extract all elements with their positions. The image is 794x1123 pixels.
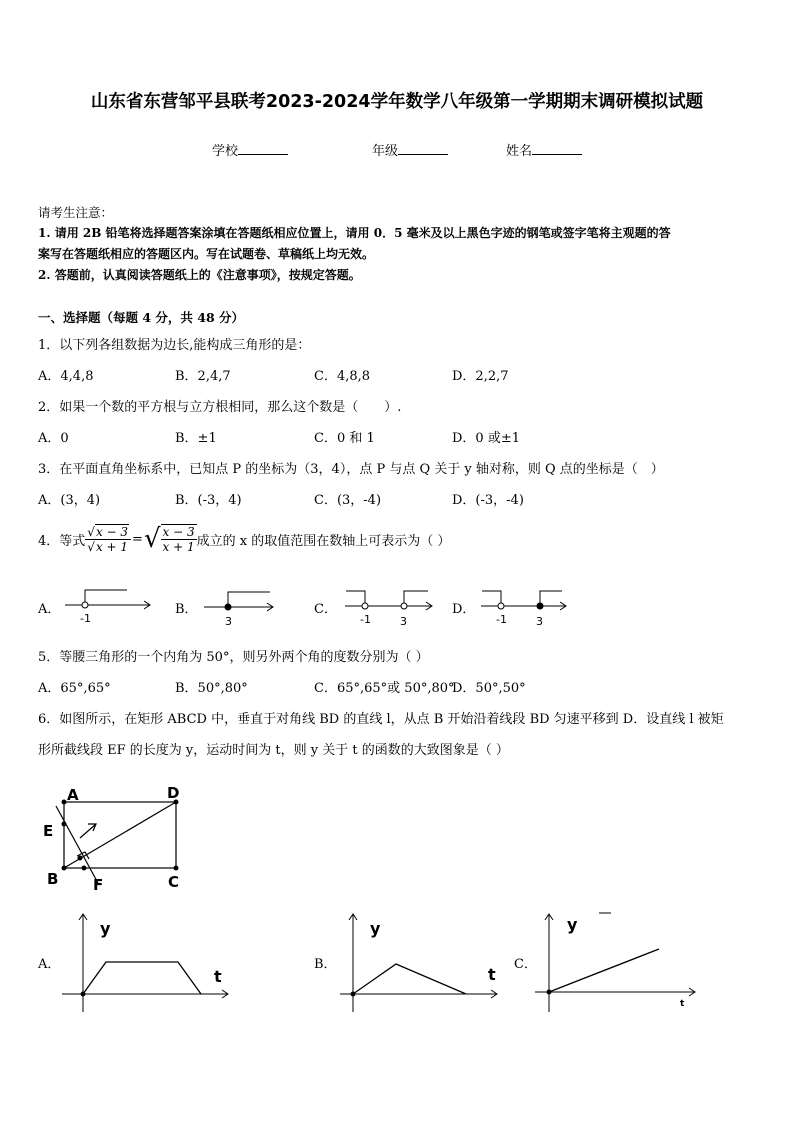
name-field xyxy=(506,140,582,159)
q4-b-label-3: 3 xyxy=(225,615,232,628)
grade-label: 年级 xyxy=(372,144,399,159)
notice-heading: 请考生注意： xyxy=(38,205,114,220)
q4-fraction-right xyxy=(161,524,197,554)
q6-rectangle-figure xyxy=(30,780,210,895)
q6-graphs xyxy=(0,900,794,1020)
q4-numline-b xyxy=(204,592,273,611)
q2-option-d[interactable]: D．0 或±1 xyxy=(452,431,520,446)
grade-blank[interactable] xyxy=(398,141,448,155)
notice-item1-line2: 案写在答题纸相应的答题区内。写在试题卷、草稿纸上均无效。 xyxy=(38,247,375,261)
q4-equals: = xyxy=(132,531,143,547)
q2-option-c[interactable]: C．0 和 1 xyxy=(314,431,375,446)
q4-option-c[interactable]: C． xyxy=(314,602,337,617)
q4-num-left: x − 3 xyxy=(95,524,129,539)
q3-option-c[interactable]: C．(3，-4) xyxy=(314,493,382,508)
label-d: D xyxy=(167,784,180,802)
line-l xyxy=(56,806,98,883)
q4-num-right: x − 3 xyxy=(162,525,195,539)
graph-c xyxy=(535,913,695,1012)
graph-b xyxy=(340,914,497,1012)
q6-stem-line1: 6．如图所示，在矩形 ABCD 中，垂直于对角线 BD 的直线 l，从点 B 开始沿着线段 BD 匀速平移到 D．设直线 l 被矩 xyxy=(38,712,724,727)
q4-numline-c xyxy=(345,591,432,610)
name-label: 姓名 xyxy=(506,144,533,159)
q4-d-label-3: 3 xyxy=(536,615,543,628)
q6-option-c[interactable]: C． xyxy=(514,957,537,972)
graph-a-y-label: y xyxy=(100,919,111,938)
q4-number-lines xyxy=(0,580,794,630)
q6-option-a[interactable]: A． xyxy=(38,957,61,972)
q4-suffix: 成立的 x 的取值范围在数轴上可表示为（ ） xyxy=(196,533,451,549)
q3-stem: 3．在平面直角坐标系中，已知点 P 的坐标为（3，4），点 P 与点 Q 关于 y 轴对称，则 Q 点的坐标是（ ） xyxy=(38,462,664,477)
name-blank[interactable] xyxy=(532,141,582,155)
graph-a xyxy=(62,914,228,1012)
q4-option-d[interactable]: D． xyxy=(452,602,476,617)
q3-option-b[interactable]: B．(-3，4) xyxy=(175,493,242,508)
q5-stem: 5．等腰三角形的一个内角为 50°，则另外两个角的度数分别为（ ） xyxy=(38,650,429,665)
q4-den-right: x + 1 xyxy=(162,540,195,554)
label-e: E xyxy=(43,822,54,840)
q1-option-d[interactable]: D．2,2,7 xyxy=(452,369,509,384)
q5-option-c[interactable]: C．65°,65°或 50°,80° xyxy=(314,681,455,696)
q4-c-label-minus1: -1 xyxy=(360,613,371,626)
q1-stem: 1．以下列各组数据为边长,能构成三角形的是： xyxy=(38,338,311,353)
label-b: B xyxy=(47,870,59,888)
q4-option-b[interactable]: B． xyxy=(175,602,198,617)
graph-b-y-label: y xyxy=(370,919,381,938)
q2-option-a[interactable]: A．0 xyxy=(38,431,69,446)
q4-a-label-minus1: -1 xyxy=(80,612,91,625)
q4-fraction-left: $\frac{√x - 3}{√x + 1}$ xyxy=(85,525,131,554)
school-field xyxy=(212,140,288,159)
q6-option-b[interactable]: B． xyxy=(314,957,337,972)
notice-item2: 2. 答题前，认真阅读答题纸上的《注意事项》，按规定答题。 xyxy=(38,268,361,282)
q2-option-b[interactable]: B．±1 xyxy=(175,431,217,446)
graph-b-t-label: t xyxy=(488,965,496,984)
q4-numline-d xyxy=(481,591,566,610)
q4-option-a[interactable]: A． xyxy=(38,602,61,617)
q3-option-a[interactable]: A．(3，4) xyxy=(38,493,101,508)
q4-den-left: x + 1 xyxy=(95,539,129,554)
q1-option-b[interactable]: B．2,4,7 xyxy=(175,369,231,384)
q6-stem-line2: 形所截线段 EF 的长度为 y，运动时间为 t，则 y 关于 t 的函数的大致图象是（ ） xyxy=(38,743,509,758)
q4-stem xyxy=(38,524,450,554)
grade-field xyxy=(372,140,448,159)
section-heading: 一、选择题（每题 4 分，共 48 分） xyxy=(38,310,245,325)
graph-c-y-label: y xyxy=(567,915,578,934)
label-f: F xyxy=(93,876,104,894)
school-blank[interactable] xyxy=(238,141,288,155)
q1-option-c[interactable]: C．4,8,8 xyxy=(314,369,371,384)
label-a: A xyxy=(67,786,79,804)
q2-stem: 2．如果一个数的平方根与立方根相同，那么这个数是（ ）. xyxy=(38,400,402,415)
q1-option-a[interactable]: A．4,4,8 xyxy=(38,369,94,384)
school-label: 学校 xyxy=(212,144,239,159)
q5-option-b[interactable]: B．50°,80° xyxy=(175,681,248,696)
notice-item1-line1: 1. 请用 2B 铅笔将选择题答案涂填在答题纸相应位置上，请用 0．5 毫米及以上黑色字迹的钢笔或签字笔将主观题的答 xyxy=(38,226,671,240)
q5-option-d[interactable]: D．50°,50° xyxy=(452,681,526,696)
label-c: C xyxy=(168,873,180,891)
page-title: 山东省东营邹平县联考2023-2024学年数学八年级第一学期期末调研模拟试题 xyxy=(90,92,704,112)
q4-prefix: 4．等式 xyxy=(38,533,86,549)
q4-c-label-3: 3 xyxy=(400,615,407,628)
q5-option-a[interactable]: A．65°,65° xyxy=(38,681,111,696)
graph-a-t-label: t xyxy=(214,967,222,986)
q3-option-d[interactable]: D．(-3，-4) xyxy=(452,493,524,508)
q4-d-label-minus1: -1 xyxy=(496,613,507,626)
q4-sqrt-sign: √ xyxy=(143,524,161,554)
graph-c-t-label: t xyxy=(680,999,685,1009)
q4-numline-a xyxy=(65,590,150,609)
